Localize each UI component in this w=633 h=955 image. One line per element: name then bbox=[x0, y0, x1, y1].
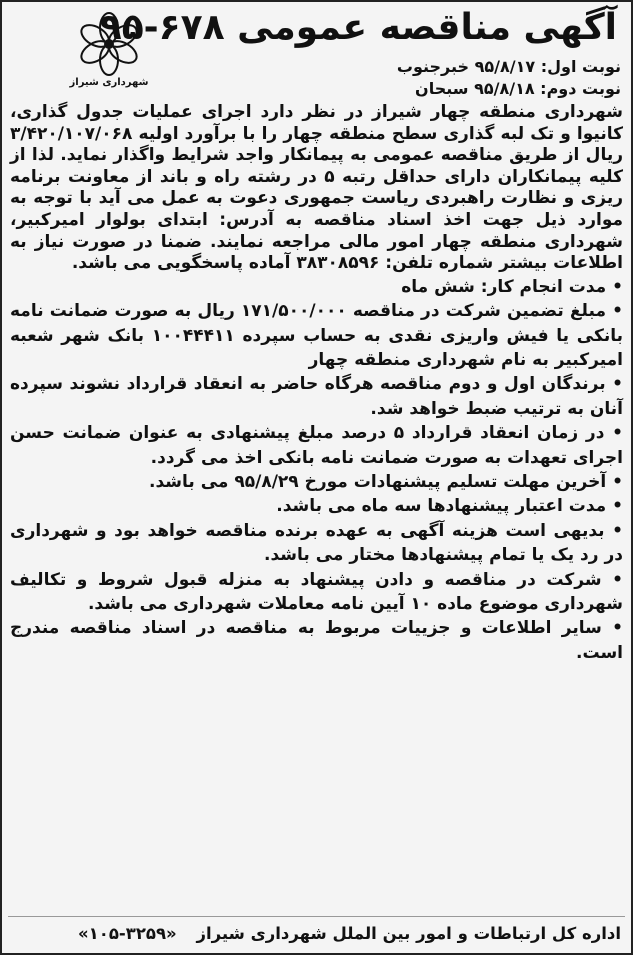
issuer-name: اداره کل ارتباطات و امور بین الملل شهرداری شیراز bbox=[196, 924, 621, 943]
bullet-other-info: • سایر اطلاعات و جزییات مربوط به مناقصه در اسناد مناقصه مندرج است. bbox=[10, 616, 623, 665]
intro-paragraph: شهرداری منطقه چهار شیراز در نظر دارد اجرای عملیات جدول گذاری، کانیوا و تک لبه گذاری سطح منطقه چهار را با برآورد اولیه ۳/۴۲۰/۱۰۷/۰۶۸ ریال از طریق مناقصه عمومی به پیمانکار واجد شرایط واگذار نماید. لذا از کلیه پیمانکاران دارای حداقل رتبه ۵ در رشته راه و باند از معاونت برنامه ریزی و نظارت راهبردی ریاست جمهوری دعوت به عمل می آید با توجه به موارد ذیل جهت اخذ اسناد مناقصه به آدرس: ابتدای بولوار امیرکبیر، شهرداری منطقه چهار امور مالی مراجعه نمایند. ضمنا در صورت نیاز به اطلاعات بیشتر شماره تلفن: ۳۸۳۰۸۵۹۶ آماده پاسخگویی می باشد. bbox=[10, 102, 623, 274]
first-issue-line: نوبت اول: ۹۵/۸/۱۷ خبرجنوب bbox=[396, 57, 621, 76]
notice-code: «۳۲۵۹-۱۰۵» bbox=[78, 924, 177, 943]
notice-header bbox=[2, 2, 631, 98]
notice-body bbox=[10, 102, 623, 665]
bullet-guarantee: • مبلغ تضمین شرکت در مناقصه ۱۷۱/۵۰۰/۰۰۰ ریال به صورت ضمانت نامه بانکی یا فیش واریزی نقدی به حساب سپرده ۱۰۰۴۴۴۱۱ بانک شهر شعبه امیرکبیر به نام شهرداری منطقه چهار bbox=[10, 299, 623, 372]
bullet-performance-bond: • در زمان انعقاد قرارداد ۵ درصد مبلغ پیشنهادی به عنوان ضمانت حسن اجرای تعهدات به صورت ضمانت نامه بانکی اخذ می گردد. bbox=[10, 421, 623, 470]
second-issue-line: نوبت دوم: ۹۵/۸/۱۸ سبحان bbox=[415, 79, 621, 98]
logo-caption: شهرداری شیراز bbox=[69, 77, 149, 88]
bullet-ad-cost: • بدیهی است هزینه آگهی به عهده برنده مناقصه خواهد بود و شهرداری در رد یک یا تمام پیشنهادها مختار می باشد. bbox=[10, 519, 623, 568]
bullet-duration: • مدت انجام کار: شش ماه bbox=[10, 275, 623, 299]
bullet-deadline: • آخرین مهلت تسلیم پیشنهادات مورخ ۹۵/۸/۲۹ می باشد. bbox=[10, 470, 623, 494]
notice-title: آگهی مناقصه عمومی ۶۷۸-۹۵ bbox=[99, 7, 617, 48]
bullet-winners: • برندگان اول و دوم مناقصه هرگاه حاضر به انعقاد قرارداد نشوند سپرده آنان به ترتیب ضبط خواهد شد. bbox=[10, 372, 623, 421]
bullet-validity: • مدت اعتبار پیشنهادها سه ماه می باشد. bbox=[10, 494, 623, 518]
footer-divider bbox=[8, 916, 625, 917]
bullet-conditions: • شرکت در مناقصه و دادن پیشنهاد به منزله قبول شروط و تکالیف شهرداری موضوع ماده ۱۰ آیین نامه معاملات شهرداری می باشد. bbox=[10, 568, 623, 617]
notice-footer bbox=[78, 921, 621, 947]
